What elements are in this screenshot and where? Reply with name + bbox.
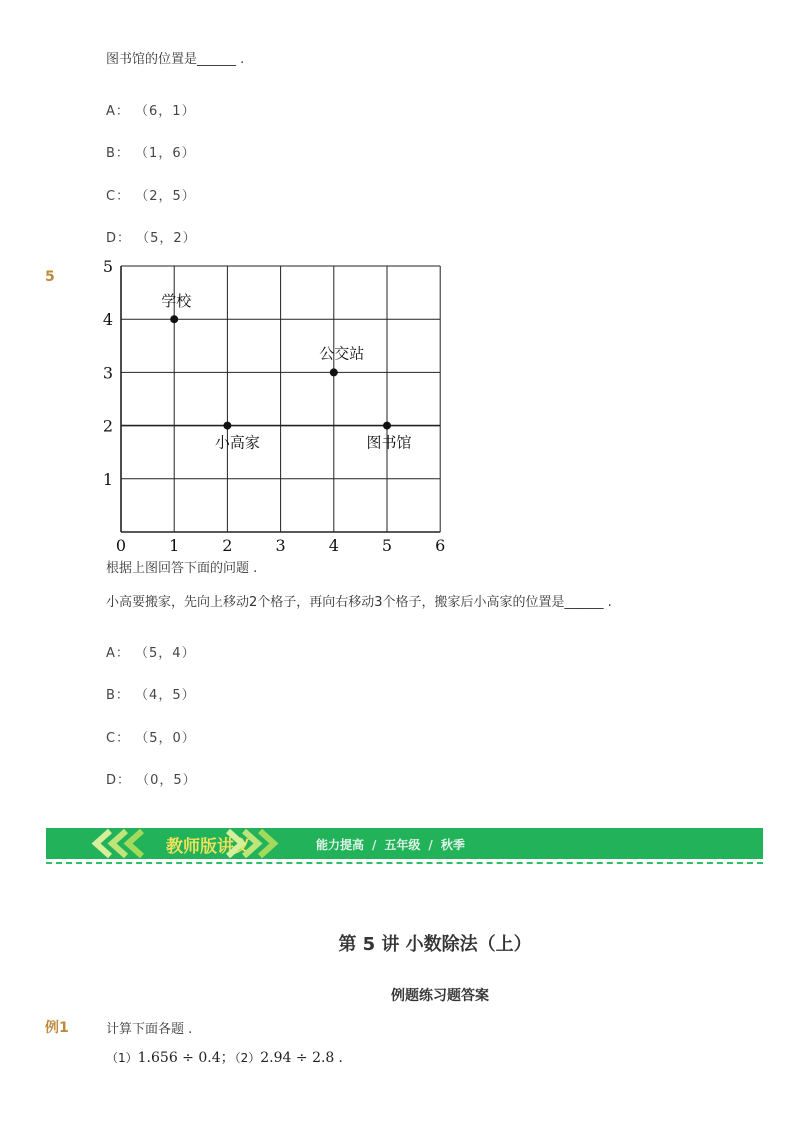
- q5-option-d[interactable]: D： （0，5）: [106, 773, 197, 788]
- x-tick-label: 6: [435, 536, 446, 555]
- section-title: 例题练习题答案: [391, 988, 489, 1004]
- part1-expression: 1.656 ÷ 0.4: [137, 1050, 221, 1066]
- q5-prompt: 小高要搬家，先向上移动2个格子，再向右移动3个格子，搬家后小高家的位置是______ .: [106, 595, 612, 610]
- grid-point: [330, 368, 338, 376]
- grid-tick-labels: [103, 257, 445, 555]
- q4-option-b[interactable]: B： （1，6）: [106, 146, 196, 161]
- x-tick-label: 5: [381, 536, 393, 555]
- y-tick-label: 1: [102, 469, 113, 489]
- grid-point-label: 学校: [161, 292, 192, 311]
- double-chevron-left-icon: [84, 828, 164, 859]
- q4-prompt: 图书馆的位置是______ .: [106, 52, 245, 67]
- example-expressions: [106, 1047, 343, 1067]
- expression-end: .: [338, 1050, 343, 1066]
- banner-title: 教师版讲义: [166, 837, 251, 857]
- part2-label: （2）: [234, 1051, 261, 1065]
- y-tick-label: 4: [102, 310, 113, 330]
- x-tick-label: 3: [275, 536, 286, 555]
- double-chevron-right-icon: [222, 828, 292, 859]
- grid-point-label: 图书馆: [366, 433, 412, 452]
- q5-option-c[interactable]: C： （5，0）: [106, 731, 196, 746]
- grid-point-label: 公交站: [319, 344, 365, 363]
- grid-point: [383, 422, 391, 430]
- grid-point: [223, 422, 231, 430]
- part2-expression: 2.94 ÷ 2.8: [260, 1050, 335, 1066]
- q5-option-b[interactable]: B： （4，5）: [106, 688, 196, 703]
- part1-label: （1）: [106, 1051, 138, 1065]
- x-tick-label: 1: [169, 536, 180, 555]
- part-separator: ；: [220, 1050, 235, 1066]
- example-tag: 例1: [45, 1020, 69, 1036]
- breadcrumb-separator: /: [372, 838, 377, 852]
- breadcrumb-item: 能力提高: [316, 838, 365, 852]
- breadcrumb-item: 五年级: [384, 838, 421, 852]
- y-tick-label: 2: [102, 416, 113, 436]
- y-tick-label: 5: [102, 257, 113, 276]
- teacher-edition-banner: [46, 828, 763, 859]
- q5-option-a[interactable]: A： （5，4）: [106, 646, 196, 661]
- breadcrumb: [316, 836, 465, 853]
- example-prompt: 计算下面各题 .: [106, 1022, 193, 1037]
- grid-point-label: 小高家: [214, 433, 260, 452]
- breadcrumb-item: 秋季: [440, 838, 465, 852]
- breadcrumb-separator: /: [428, 838, 433, 852]
- q5-intro: 根据上图回答下面的问题 .: [106, 561, 258, 576]
- x-tick-label: 2: [222, 536, 233, 555]
- lesson-title: 第 5 讲 小数除法（上）: [338, 934, 532, 955]
- x-tick-label: 4: [328, 536, 339, 555]
- grid-point: [170, 315, 178, 323]
- x-tick-label: 0: [115, 536, 127, 555]
- q4-option-d[interactable]: D： （5，2）: [106, 231, 197, 246]
- coordinate-grid: [96, 255, 456, 555]
- y-tick-label: 3: [102, 363, 113, 383]
- q4-option-c[interactable]: C： （2，5）: [106, 189, 196, 204]
- q4-option-a[interactable]: A： （6，1）: [106, 104, 196, 119]
- banner-divider: [46, 862, 763, 864]
- question-number: 5: [45, 269, 55, 285]
